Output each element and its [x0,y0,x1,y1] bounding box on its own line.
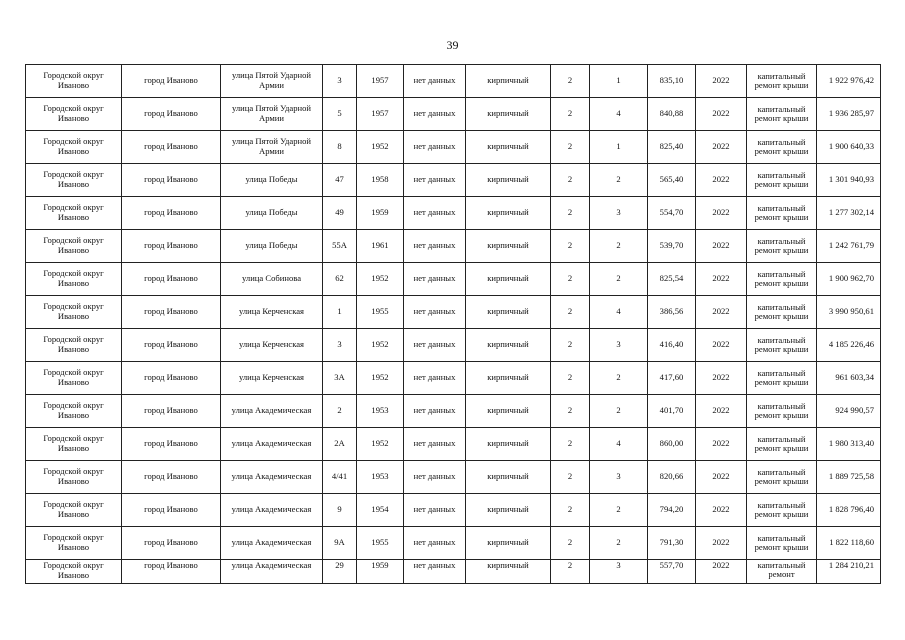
area-cell: 416,40 [648,329,696,362]
work-type-text: капитальный ремонт крыши [754,236,809,255]
entrances-cell: 2 [590,230,648,263]
cost-cell: 1 900 640,33 [817,131,881,164]
area-cell: 539,70 [648,230,696,263]
no-data-cell: нет данных [404,527,466,560]
area-cell: 791,30 [648,527,696,560]
plan-year-cell: 2022 [696,263,747,296]
entrances-cell: 2 [590,263,648,296]
plan-year-cell: 2022 [696,230,747,263]
table-row [26,494,881,527]
plan-year-cell: 2022 [696,461,747,494]
house-number-cell: 47 [323,164,357,197]
no-data-cell: нет данных [404,98,466,131]
no-data-cell: нет данных [404,131,466,164]
build-year-cell: 1952 [357,428,404,461]
work-type-cell [747,560,817,584]
build-year-cell: 1955 [357,296,404,329]
table-row [26,131,881,164]
house-number-cell: 2 [323,395,357,428]
plan-year-cell: 2022 [696,362,747,395]
area-cell: 401,70 [648,395,696,428]
cost-cell: 1 900 962,70 [817,263,881,296]
build-year-cell: 1959 [357,197,404,230]
area-cell: 825,54 [648,263,696,296]
wall-material-cell: кирпичный [466,494,551,527]
area-cell: 557,70 [648,560,696,584]
area-cell: 820,66 [648,461,696,494]
table-row [26,329,881,362]
entrances-cell: 2 [590,527,648,560]
locality-cell: город Иваново [122,560,221,584]
floors-cell: 2 [551,560,590,584]
entrances-cell: 3 [590,560,648,584]
work-type-text: капитальный ремонт крыши [754,434,809,453]
wall-material-cell: кирпичный [466,164,551,197]
plan-year-cell: 2022 [696,296,747,329]
page-number: 39 [446,38,459,52]
entrances-cell: 1 [590,65,648,98]
entrances-cell: 4 [590,296,648,329]
locality-cell: город Иваново [122,527,221,560]
cost-cell: 4 185 226,46 [817,329,881,362]
street-cell: улица Пятой Ударной Армии [221,98,323,131]
plan-year-cell: 2022 [696,65,747,98]
locality-cell: город Иваново [122,461,221,494]
plan-year-cell: 2022 [696,395,747,428]
table-row [26,197,881,230]
wall-material-cell: кирпичный [466,65,551,98]
area-cell: 554,70 [648,197,696,230]
no-data-cell: нет данных [404,362,466,395]
house-number-cell: 8 [323,131,357,164]
cost-cell: 1 922 976,42 [817,65,881,98]
area-cell: 417,60 [648,362,696,395]
wall-material-cell: кирпичный [466,560,551,584]
work-type-cell [747,362,817,395]
wall-material-cell: кирпичный [466,296,551,329]
table-row [26,428,881,461]
table-row [26,395,881,428]
build-year-cell: 1952 [357,329,404,362]
district-cell: Городской округ Иваново [26,131,122,164]
street-cell: улица Академическая [221,428,323,461]
work-type-cell [747,131,817,164]
locality-cell: город Иваново [122,395,221,428]
cost-cell: 961 603,34 [817,362,881,395]
work-type-text: капитальный ремонт крыши [754,104,809,123]
table-row [26,164,881,197]
locality-cell: город Иваново [122,362,221,395]
floors-cell: 2 [551,461,590,494]
work-type-text: капитальный ремонт крыши [754,71,809,90]
table-row [26,527,881,560]
no-data-cell: нет данных [404,296,466,329]
locality-cell: город Иваново [122,131,221,164]
build-year-cell: 1961 [357,230,404,263]
work-type-cell [747,197,817,230]
plan-year-cell: 2022 [696,98,747,131]
district-cell: Городской округ Иваново [26,395,122,428]
floors-cell: 2 [551,197,590,230]
floors-cell: 2 [551,395,590,428]
district-cell: Городской округ Иваново [26,164,122,197]
no-data-cell: нет данных [404,494,466,527]
work-type-text: капитальный ремонт крыши [754,467,809,486]
entrances-cell: 4 [590,428,648,461]
street-cell: улица Академическая [221,461,323,494]
street-cell: улица Керченская [221,362,323,395]
district-cell: Городской округ Иваново [26,98,122,131]
locality-cell: город Иваново [122,296,221,329]
cost-cell: 3 990 950,61 [817,296,881,329]
district-cell: Городской округ Иваново [26,428,122,461]
plan-year-cell: 2022 [696,428,747,461]
cost-cell: 924 990,57 [817,395,881,428]
locality-cell: город Иваново [122,428,221,461]
locality-cell: город Иваново [122,263,221,296]
area-cell: 386,56 [648,296,696,329]
district-cell: Городской округ Иваново [26,197,122,230]
work-type-cell [747,428,817,461]
work-type-text: капитальный ремонт крыши [754,170,809,189]
floors-cell: 2 [551,263,590,296]
district-cell: Городской округ Иваново [26,296,122,329]
work-type-text: капитальный ремонт крыши [754,302,809,321]
area-cell: 860,00 [648,428,696,461]
house-number-cell: 9 [323,494,357,527]
build-year-cell: 1953 [357,395,404,428]
no-data-cell: нет данных [404,560,466,584]
cost-cell: 1 828 796,40 [817,494,881,527]
cost-cell: 1 936 285,97 [817,98,881,131]
work-type-cell [747,164,817,197]
entrances-cell: 3 [590,329,648,362]
street-cell: улица Керченская [221,329,323,362]
cost-cell: 1 822 118,60 [817,527,881,560]
plan-year-cell: 2022 [696,197,747,230]
entrances-cell: 3 [590,461,648,494]
locality-cell: город Иваново [122,98,221,131]
area-cell: 840,88 [648,98,696,131]
housing-register-table [25,64,881,584]
table-row [26,98,881,131]
work-type-cell [747,395,817,428]
wall-material-cell: кирпичный [466,98,551,131]
work-type-text: капитальный ремонт крыши [754,368,809,387]
build-year-cell: 1957 [357,98,404,131]
no-data-cell: нет данных [404,164,466,197]
street-cell: улица Академическая [221,395,323,428]
no-data-cell: нет данных [404,197,466,230]
district-cell: Городской округ Иваново [26,362,122,395]
street-cell: улица Керченская [221,296,323,329]
work-type-text: капитальный ремонт крыши [754,500,809,519]
plan-year-cell: 2022 [696,131,747,164]
floors-cell: 2 [551,329,590,362]
build-year-cell: 1954 [357,494,404,527]
district-cell: Городской округ Иваново [26,560,122,584]
no-data-cell: нет данных [404,263,466,296]
house-number-cell: 29 [323,560,357,584]
house-number-cell: 55А [323,230,357,263]
build-year-cell: 1959 [357,560,404,584]
wall-material-cell: кирпичный [466,362,551,395]
entrances-cell: 3 [590,197,648,230]
street-cell: улица Победы [221,164,323,197]
wall-material-cell: кирпичный [466,230,551,263]
work-type-text: капитальный ремонт крыши [754,533,809,552]
district-cell: Городской округ Иваново [26,494,122,527]
work-type-text: капитальный ремонт крыши [754,137,809,156]
floors-cell: 2 [551,164,590,197]
no-data-cell: нет данных [404,65,466,98]
wall-material-cell: кирпичный [466,263,551,296]
street-cell: улица Пятой Ударной Армии [221,65,323,98]
district-cell: Городской округ Иваново [26,527,122,560]
area-cell: 825,40 [648,131,696,164]
build-year-cell: 1952 [357,263,404,296]
locality-cell: город Иваново [122,494,221,527]
floors-cell: 2 [551,98,590,131]
cost-cell: 1 980 313,40 [817,428,881,461]
plan-year-cell: 2022 [696,494,747,527]
plan-year-cell: 2022 [696,164,747,197]
build-year-cell: 1955 [357,527,404,560]
work-type-text: капитальный ремонт крыши [754,269,809,288]
table-row [26,296,881,329]
locality-cell: город Иваново [122,329,221,362]
entrances-cell: 2 [590,362,648,395]
floors-cell: 2 [551,428,590,461]
entrances-cell: 2 [590,395,648,428]
no-data-cell: нет данных [404,428,466,461]
build-year-cell: 1952 [357,131,404,164]
house-number-cell: 3 [323,329,357,362]
no-data-cell: нет данных [404,230,466,263]
street-cell: улица Пятой Ударной Армии [221,131,323,164]
work-type-text: капитальный ремонт крыши [754,335,809,354]
table-row [26,230,881,263]
wall-material-cell: кирпичный [466,527,551,560]
floors-cell: 2 [551,230,590,263]
entrances-cell: 2 [590,494,648,527]
cost-cell: 1 277 302,14 [817,197,881,230]
no-data-cell: нет данных [404,329,466,362]
locality-cell: город Иваново [122,164,221,197]
locality-cell: город Иваново [122,65,221,98]
house-number-cell: 9А [323,527,357,560]
table-row [26,461,881,494]
area-cell: 835,10 [648,65,696,98]
wall-material-cell: кирпичный [466,197,551,230]
street-cell: улица Победы [221,197,323,230]
district-cell: Городской округ Иваново [26,263,122,296]
work-type-text: капитальный ремонт крыши [754,401,809,420]
entrances-cell: 4 [590,98,648,131]
house-number-cell: 3 [323,65,357,98]
plan-year-cell: 2022 [696,527,747,560]
wall-material-cell: кирпичный [466,329,551,362]
district-cell: Городской округ Иваново [26,65,122,98]
build-year-cell: 1952 [357,362,404,395]
table-row [26,362,881,395]
work-type-text: капитальный ремонт [757,561,806,580]
work-type-cell [747,263,817,296]
wall-material-cell: кирпичный [466,131,551,164]
street-cell: улица Академическая [221,560,323,584]
floors-cell: 2 [551,362,590,395]
work-type-cell [747,329,817,362]
house-number-cell: 5 [323,98,357,131]
work-type-cell [747,461,817,494]
build-year-cell: 1958 [357,164,404,197]
wall-material-cell: кирпичный [466,395,551,428]
floors-cell: 2 [551,527,590,560]
locality-cell: город Иваново [122,197,221,230]
build-year-cell: 1953 [357,461,404,494]
wall-material-cell: кирпичный [466,461,551,494]
plan-year-cell: 2022 [696,560,747,584]
work-type-cell [747,230,817,263]
house-number-cell: 49 [323,197,357,230]
house-number-cell: 1 [323,296,357,329]
cost-cell: 1 284 210,21 [817,560,881,584]
table-row [26,65,881,98]
house-number-cell: 4/41 [323,461,357,494]
table-row [26,560,881,584]
house-number-cell: 3А [323,362,357,395]
work-type-cell [747,527,817,560]
house-number-cell: 62 [323,263,357,296]
area-cell: 794,20 [648,494,696,527]
house-number-cell: 2А [323,428,357,461]
district-cell: Городской округ Иваново [26,461,122,494]
street-cell: улица Победы [221,230,323,263]
entrances-cell: 1 [590,131,648,164]
table-row [26,263,881,296]
work-type-cell [747,296,817,329]
no-data-cell: нет данных [404,461,466,494]
street-cell: улица Академическая [221,494,323,527]
plan-year-cell: 2022 [696,329,747,362]
cost-cell: 1 242 761,79 [817,230,881,263]
district-cell: Городской округ Иваново [26,230,122,263]
area-cell: 565,40 [648,164,696,197]
floors-cell: 2 [551,65,590,98]
floors-cell: 2 [551,131,590,164]
floors-cell: 2 [551,494,590,527]
work-type-cell [747,65,817,98]
build-year-cell: 1957 [357,65,404,98]
locality-cell: город Иваново [122,230,221,263]
street-cell: улица Собинова [221,263,323,296]
wall-material-cell: кирпичный [466,428,551,461]
entrances-cell: 2 [590,164,648,197]
work-type-cell [747,98,817,131]
cost-cell: 1 301 940,93 [817,164,881,197]
floors-cell: 2 [551,296,590,329]
street-cell: улица Академическая [221,527,323,560]
no-data-cell: нет данных [404,395,466,428]
cost-cell: 1 889 725,58 [817,461,881,494]
work-type-cell [747,494,817,527]
work-type-text: капитальный ремонт крыши [754,203,809,222]
district-cell: Городской округ Иваново [26,329,122,362]
